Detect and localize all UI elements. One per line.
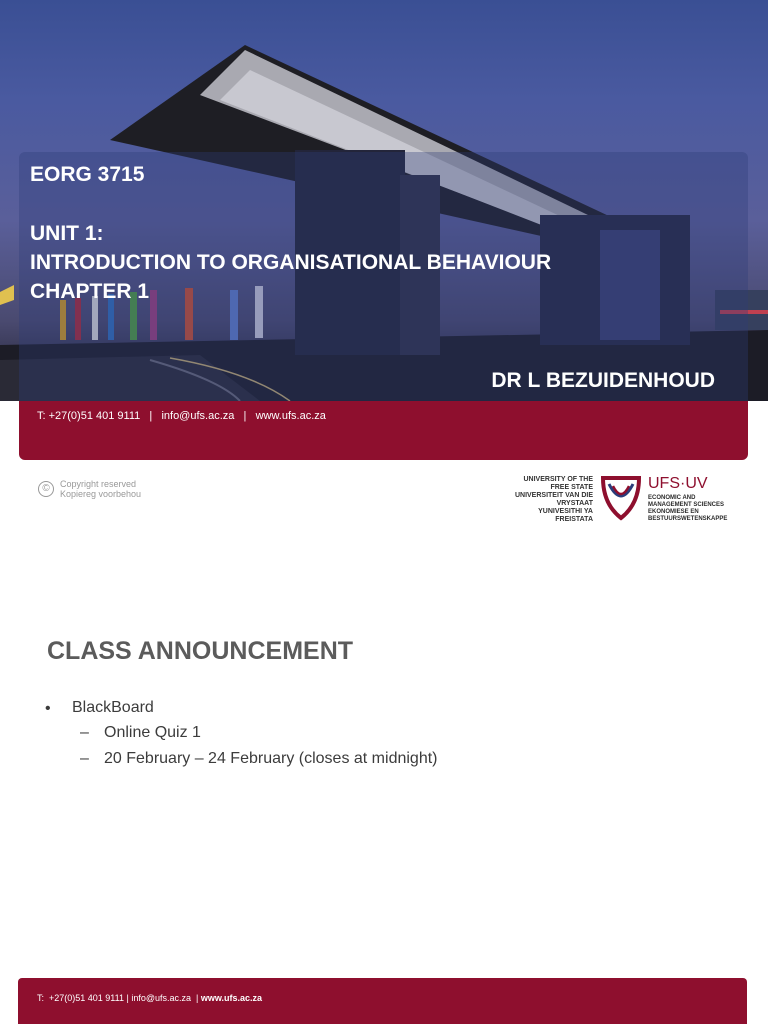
author-name: DR L BEZUIDENHOUD: [491, 369, 715, 392]
university-name-block: [515, 476, 593, 524]
copyright-icon: ©: [38, 481, 54, 497]
ufs-shield-icon: [599, 474, 643, 522]
copyright-text-af: Kopiereg voorbehou: [60, 489, 142, 499]
footer-email[interactable]: info@ufs.ac.za: [131, 993, 191, 1003]
footer-website[interactable]: www.ufs.ac.za: [200, 993, 263, 1003]
university-line: FREE STATE: [550, 484, 593, 491]
faculty-line: EKONOMIESE EN: [648, 509, 699, 515]
faculty-name-block: [648, 495, 727, 523]
unit-label: UNIT 1:: [30, 222, 104, 245]
sub-bullet-dates: 20 February – 24 February (closes at midnight): [104, 750, 438, 767]
title-panel: [19, 152, 748, 401]
footer-separator: |: [191, 993, 201, 1003]
university-line: YUNIVESITHI YA: [538, 508, 593, 515]
footer-contact: [37, 993, 262, 1003]
ufs-logo-text: UFS·UV: [648, 475, 708, 492]
university-line: UNIVERSITY OF THE: [523, 476, 593, 483]
university-line: FREISTATA: [555, 516, 593, 523]
university-line: VRYSTAAT: [556, 500, 593, 507]
announcement-title: CLASS ANNOUNCEMENT: [47, 637, 354, 665]
bullet-marker: •: [45, 700, 51, 717]
faculty-line: ECONOMIC AND: [648, 495, 696, 501]
chapter-label: CHAPTER 1: [30, 280, 150, 303]
copyright-text-en: Copyright reserved: [60, 479, 137, 489]
sub-bullet-dash: –: [80, 750, 89, 767]
sub-bullet-quiz: Online Quiz 1: [104, 724, 201, 741]
announcement-slide: [0, 530, 768, 1024]
bullet-blackboard: BlackBoard: [72, 699, 154, 716]
sub-bullet-dash: –: [80, 724, 89, 741]
footer-phone: T: +27(0)51 401 9111 |: [37, 993, 132, 1003]
contact-info: T: +27(0)51 401 9111 | info@ufs.ac.za | www.ufs.ac.za: [37, 410, 326, 422]
faculty-line: MANAGEMENT SCIENCES: [648, 502, 725, 508]
unit-title: INTRODUCTION TO ORGANISATIONAL BEHAVIOUR: [30, 251, 552, 274]
course-code: EORG 3715: [30, 163, 145, 186]
faculty-line: BESTUURSWETENSKAPPE: [648, 516, 728, 522]
university-line: UNIVERSITEIT VAN DIE: [514, 492, 593, 499]
